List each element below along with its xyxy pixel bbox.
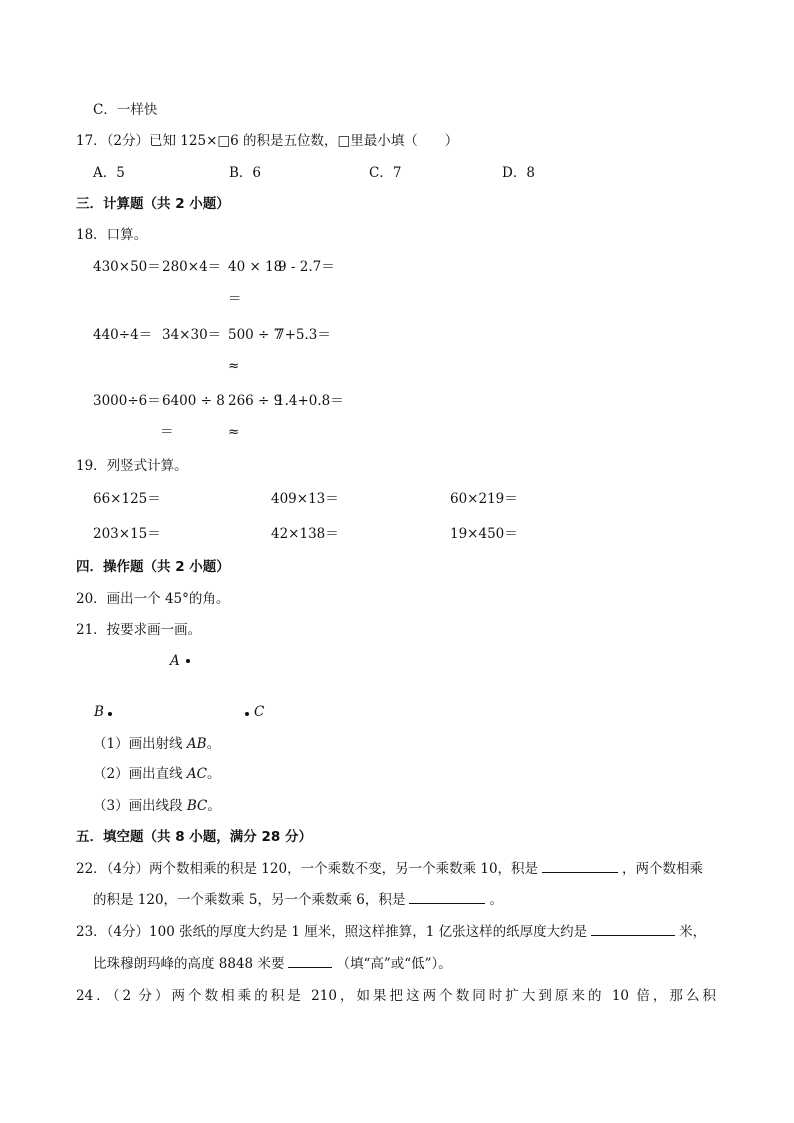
q20-text: 20．画出一个 45°的角。: [76, 591, 230, 607]
q21-task-3-var: BC: [186, 798, 208, 814]
q23-answer-blank-1[interactable]: [591, 934, 675, 936]
q19-r1-c2: 409×13＝: [271, 491, 339, 507]
q19-r2-c3: 19×450＝: [450, 526, 518, 542]
section-4-heading: 四．操作题（共 2 小题）: [76, 559, 230, 575]
q21-task-2-end: 。: [206, 766, 221, 782]
q19-r2-c1: 203×15＝: [93, 526, 161, 542]
q24-line-1: 24．（2 分）两个数相乘的积是 210，如果把这两个数同时扩大到原来的 10 倍，那么积: [76, 988, 716, 1004]
q23-line-2: [93, 955, 452, 973]
q21-task-2-text: （2）画出直线: [93, 766, 187, 782]
q18-r1-equals: ＝: [228, 291, 242, 307]
q21-task-1-end: 。: [206, 736, 221, 752]
q23-line-1: [76, 923, 706, 941]
q22-line-2: [93, 891, 503, 909]
q22-l2-end: 。: [489, 892, 503, 908]
q23-l2-text: 比珠穆朗玛峰的高度 8848 米要: [93, 956, 285, 972]
q22-line-1: [76, 860, 703, 878]
q18-r3-c4: 1.4+0.8＝: [276, 393, 344, 409]
section-3-heading: 三．计算题（共 2 小题）: [76, 196, 230, 212]
section-5-heading: 五．填空题（共 8 小题，满分 28 分）: [76, 829, 312, 845]
q17-option-b: B．6: [229, 165, 262, 181]
q21-task-1: [93, 735, 220, 753]
q18-r2-c1: 440÷4＝: [93, 327, 153, 343]
q18-r2-approx: ≈: [228, 358, 240, 374]
q17-option-d: D．8: [502, 165, 535, 181]
q18-title: 18．口算。: [76, 227, 148, 243]
q18-r2-c2: 34×30＝: [162, 327, 222, 343]
q19-r2-c2: 42×138＝: [271, 526, 339, 542]
q17-stem: 17．（2分）已知 125×□6 的积是五位数，□里最小填（ ）: [76, 133, 459, 149]
q21-task-2: [93, 765, 220, 783]
q18-r3-c2: 6400 ÷ 8: [162, 393, 225, 409]
point-c-label: C: [254, 704, 265, 720]
q22-l2-text: 的积是 120，一个乘数乘 5，另一个乘数乘 6，积是: [93, 892, 406, 908]
q21-title: 21．按要求画一画。: [76, 622, 202, 638]
q18-r3-equals: ＝: [160, 424, 174, 440]
q21-task-1-var: AB: [186, 736, 207, 752]
q22-answer-blank-2[interactable]: [409, 902, 485, 904]
q18-r2-c4: 7+5.3＝: [276, 327, 331, 343]
q18-r1-c2: 280×4＝: [162, 259, 222, 275]
q17-option-a: A．5: [93, 165, 125, 181]
q22-l1-text: 22．（4分）两个数相乘的积是 120，一个乘数不变，另一个乘数乘 10，积是: [76, 861, 539, 877]
q18-r3-c3: 266 ÷ 9: [228, 393, 283, 409]
point-b-dot: [108, 712, 112, 716]
q18-r2-c3: 500 ÷ 7: [228, 327, 283, 343]
q18-r3-approx: ≈: [228, 424, 240, 440]
q16-option-c: C．一样快: [93, 102, 158, 118]
q21-task-2-var: AC: [186, 766, 207, 782]
point-a-label: A: [170, 653, 180, 669]
q18-r3-c1: 3000÷6＝: [93, 393, 161, 409]
q21-task-3: [93, 797, 221, 815]
q23-l2-end: （填“高”或“低”）。: [336, 956, 452, 972]
q18-r1-c4: 9 - 2.7＝: [278, 259, 335, 275]
q23-l1-text: 23．（4分）100 张纸的厚度大约是 1 厘米，照这样推算，1 亿张这样的纸厚度大约是: [76, 924, 588, 940]
point-a-dot: [186, 659, 190, 663]
q19-title: 19．列竖式计算。: [76, 458, 188, 474]
q22-answer-blank-1[interactable]: [542, 871, 618, 873]
q23-l1-end: 米，: [679, 924, 707, 940]
q22-l1-end: ，两个数相乘: [622, 861, 704, 877]
q17-option-c: C．7: [369, 165, 402, 181]
q18-r1-c3: 40 × 18: [228, 259, 283, 275]
point-b-label: B: [94, 704, 104, 720]
q21-task-3-end: 。: [207, 798, 221, 814]
point-c-dot: [245, 712, 249, 716]
q19-r1-c3: 60×219＝: [450, 491, 518, 507]
q18-r1-c1: 430×50＝: [93, 259, 161, 275]
q21-task-3-text: （3）画出线段: [93, 798, 187, 814]
q21-task-1-text: （1）画出射线: [93, 736, 187, 752]
q19-r1-c1: 66×125＝: [93, 491, 161, 507]
q23-answer-blank-2[interactable]: [288, 966, 332, 968]
